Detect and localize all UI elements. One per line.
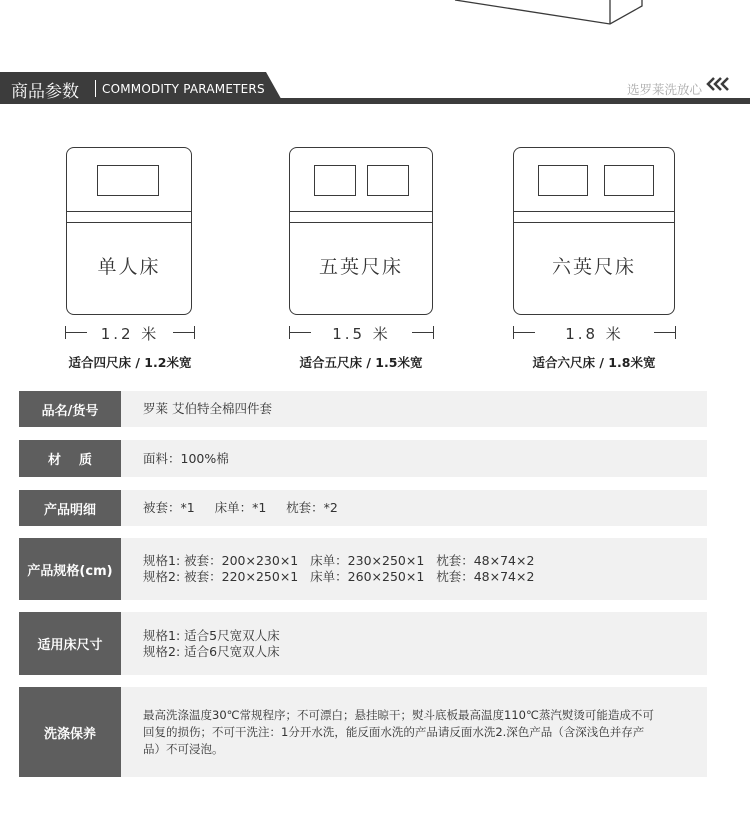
param-row-care [19,687,707,777]
pillow-icon [314,165,356,196]
bed-fit-note: 适合四尺床 / 1.2米宽 [68,355,192,370]
bed-diagram-single [66,147,192,315]
param-row-product-name [19,391,707,427]
param-line: 最高洗涤温度30℃常规程序；不可漂白；悬挂晾干；熨斗底板最高温度110℃蒸汽熨烫可能造成不可 [143,707,654,722]
bed-fit-note: 适合六尺床 / 1.8米宽 [532,355,656,370]
param-line: 规格2: 被套：220×250×1 床单：260×250×1 枕套：48×74×2 [143,569,535,584]
pillow-icon [604,165,654,196]
param-value [121,440,707,477]
pillow-icon [97,165,159,196]
title-divider [95,80,96,97]
param-value [121,687,707,777]
param-row-specs [19,538,707,600]
param-value [121,538,707,600]
width-label: 1.2 米 [100,325,160,343]
param-row-material [19,440,707,477]
param-row-bed-size [19,612,707,675]
param-line: 罗莱 艾伯特全棉四件套 [143,401,272,416]
bed-name: 五英尺床 [318,256,403,278]
bed-diagram-six-foot [513,147,675,315]
param-label: 材 质 [19,440,121,477]
section-subtitle: COMMODITY PARAMETERS [102,82,265,96]
param-value [121,391,707,427]
param-label: 洗涤保养 [19,687,121,777]
param-line: 规格2: 适合6尺宽双人床 [143,643,280,659]
section-header [0,72,750,106]
decorative-box-outline [0,0,750,40]
param-line: 规格1: 被套：200×230×1 床单：230×250×1 枕套：48×74×2 [143,553,535,568]
chevrons-left-icon [706,76,732,96]
width-label: 1.5 米 [332,325,391,343]
width-dimension [289,323,434,341]
param-line: 品）不可浸泡。 [143,741,224,756]
param-line: 面料：100%棉 [143,450,229,466]
param-label: 品名/货号 [19,391,121,427]
width-dimension [65,323,195,341]
section-title: 商品参数 [11,82,79,102]
param-label: 产品规格(cm) [19,538,121,600]
width-label: 1.8 米 [565,325,624,343]
param-row-details [19,490,707,526]
param-value [121,490,707,526]
param-line: 被套：*1 床单：*1 枕套：*2 [143,500,338,515]
param-value [121,612,707,675]
width-dimension [513,323,676,341]
param-line: 规格1: 适合5尺宽双人床 [143,627,280,643]
bed-fit-note: 适合五尺床 / 1.5米宽 [299,355,423,370]
brand-slogan: 选罗莱洗放心 [626,82,702,97]
bed-band [67,211,191,223]
param-label: 适用床尺寸 [19,612,121,675]
bed-diagram-five-foot [289,147,433,315]
bed-name: 单人床 [97,256,161,278]
pillow-icon [367,165,409,196]
param-line: 回复的损伤；不可干洗注：1分开水洗，能反面水洗的产品请反面水洗2.深色产品（含深浅色并存产 [143,724,645,739]
bed-band [514,211,674,223]
bed-band [290,211,432,223]
bed-name: 六英尺床 [551,256,636,278]
pillow-icon [538,165,588,196]
param-label: 产品明细 [19,490,121,526]
